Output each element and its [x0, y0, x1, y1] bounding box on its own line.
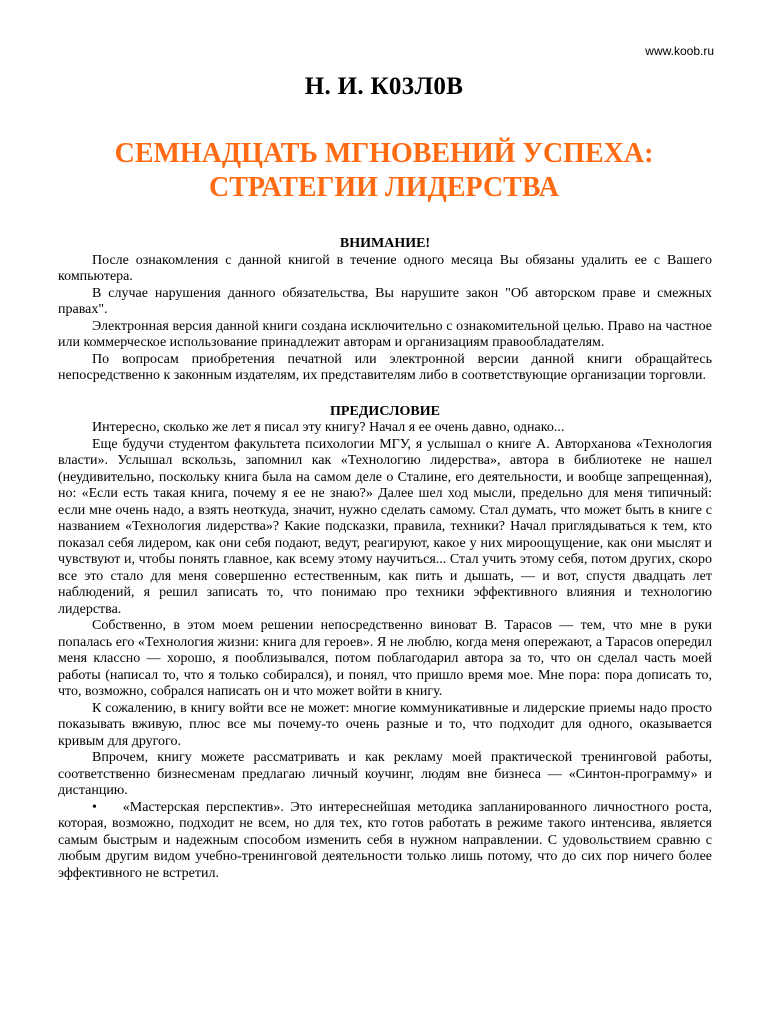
preface-paragraph: Интересно, сколько же лет я писал эту книгу? Начал я ее очень давно, однако... — [92, 420, 565, 435]
preface-paragraph: Собственно, в этом моем решении непосредственно виноват В. Тарасов — тем, что мне в руки попалась его «Технология жизни: книга для героев». Я не люблю, когда меня опережают, а Тарасов опередил меня классно — хорошо, я пооблизывался, потом поблагодарил автора за то, что он сделал часть моей работы (написал то, что я только собирался), и понял, что пришло время мое. Мне пора: пора дописать то, что, возможно, собрался написать он и что может войти в книгу. — [58, 618, 712, 699]
preface-paragraph: К сожалению, в книгу войти все не может: многие коммуникативные и лидерские приемы надо просто показывать вживую, плюс все мы почему-то очень разные и то, что подходит для одного, оказывается кривым для другого. — [58, 700, 712, 749]
notice-paragraph: После ознакомления с данной книгой в течение одного месяца Вы обязаны удалить ее с Вашего компьютера. — [58, 252, 712, 284]
document-body — [58, 236, 712, 882]
notice-heading: ВНИМАНИЕ! — [339, 236, 431, 251]
notice-paragraph: Электронная версия данной книги создана исключительно с ознакомительной целью. Право на частное или коммерческое использование принадлежит авторам и организациям правообладателям. — [58, 318, 712, 350]
preface-paragraph: Впрочем, книгу можете рассматривать и как рекламу моей практической тренинговой работы, соответственно бизнесменам предлагаю личный коучинг, людям вне бизнеса — «Синтон-программу» и дистанцию. — [58, 750, 712, 798]
notice-paragraph: В случае нарушения данного обязательства, Вы нарушите закон "Об авторском праве и смежных правах". — [58, 285, 712, 317]
bullet-paragraph — [58, 800, 712, 883]
notice-paragraph: По вопросам приобретения печатной или электронной версии данной книги обращайтесь непосредственно к законным издателям, их представителям либо в соответствующие организации торговли. — [58, 351, 712, 383]
preface-heading: ПРЕДИСЛОВИЕ — [330, 403, 440, 419]
book-title-line-2: СТРАТЕГИИ ЛИДЕРСТВА — [209, 172, 559, 203]
book-title-line-1: СЕМНАДЦАТЬ МГНОВЕНИЙ УСПЕХА: — [114, 138, 654, 169]
bullet-icon: • — [92, 799, 97, 815]
author-name: Н. И. К03Л0В — [304, 73, 464, 100]
bullet-text: «Мастерская перспектив». Это интереснейшая методика запланированного личностного роста, которая, возможно, подходит не всем, но для тех, кто готов работать в режиме такого интенсива, является самым быстрым и надежным способом изменить себя в нужном направлении. С удовольствием сравню с любым другим видом учебно-тренинговой деятельности только лишь потому, что до сих пор ничего более эффективного не встретил. — [58, 799, 713, 881]
site-url[interactable]: www.koob.ru — [645, 44, 714, 58]
book-title — [60, 137, 708, 205]
preface-paragraph: Еще будучи студентом факультета психологии МГУ, я услышал о книге А. Авторханова «Технология власти». Услышал вскользь, запомнил как «Технологию лидерства», автора в библиотеке не нашел (неудивительно, поскольку книга была на самом деле о Сталине, его деятельности, и вообще запрещенная), но: «Если есть такая книга, почему я ее не знаю?» Далее шел ход мысли, предельно для меня типичный: если мне очень надо, а взять неоткуда, значит, нужно сделать самому. Стал думать, что может быть в книге с названием «Технология лидерства»? Какие подсказки, правила, техники? Начал приглядываться к тем, кто показал себя лидером, как они себя подают, ведут, реагируют, какое у них мироощущение, как они мыслят и чувствуют и, чтобы понять главное, как всему этому научиться... Стал учить этому себя, потом других, скоро все это стало для меня совершенно естественным, как пить и дышать, — и вот, спустя двадцать лет наблюдений, я решил записать то, что понимаю про техники эффективного влияния и технологию лидерства. — [58, 436, 712, 617]
